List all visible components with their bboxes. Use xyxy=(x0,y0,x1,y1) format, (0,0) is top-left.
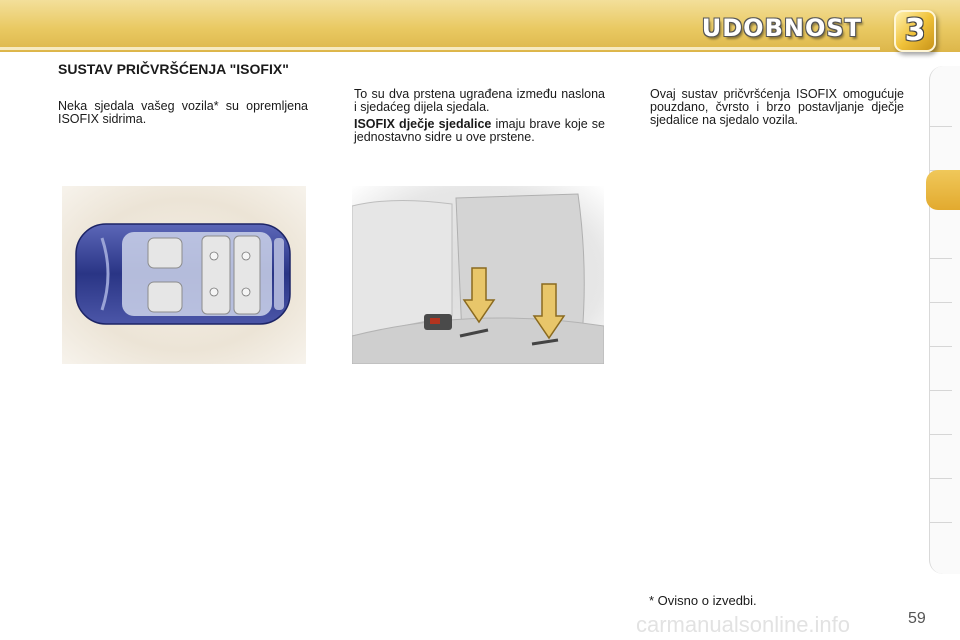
side-tab-divider xyxy=(930,258,952,259)
car-top-view-illustration xyxy=(62,186,306,364)
side-tab-divider xyxy=(930,390,952,391)
side-tab-divider xyxy=(930,302,952,303)
side-tab-divider xyxy=(930,434,952,435)
column2-paragraph-2 xyxy=(354,118,605,144)
seat-anchor-svg xyxy=(352,186,604,364)
page-header xyxy=(0,0,960,52)
column2-paragraph-1: To su dva prstena ugrađena između naslona i sjedaćeg dijela sjedala. xyxy=(354,87,605,114)
watermark-text: carmanualsonline.info xyxy=(636,612,851,637)
side-tab-divider xyxy=(930,522,952,523)
side-tab-divider xyxy=(930,346,952,347)
section-heading: SUSTAV PRIČVRŠĆENJA "ISOFIX" xyxy=(58,61,289,77)
column3-paragraph: Ovaj sustav pričvršćenja ISOFIX omogućuje pouzdano, čvrsto i brzo postavljanje dječje sjedalice na sjedalo vozila. xyxy=(650,87,904,127)
header-accent-line xyxy=(0,47,880,50)
side-tab-divider xyxy=(930,126,952,127)
car-top-view-svg xyxy=(62,186,306,364)
page-number: 59 xyxy=(908,610,926,627)
chapter-badge: 3 xyxy=(894,10,936,52)
side-tab-active-chapter[interactable] xyxy=(926,170,960,210)
side-tab-divider xyxy=(930,478,952,479)
column2-paragraph-2-rest: imaju brave koje se jednostavno sidre u ove prstene. xyxy=(354,117,605,144)
seat-anchor-illustration xyxy=(352,186,604,364)
side-chapter-tabs xyxy=(929,66,960,574)
footnote: * Ovisno o izvedbi. xyxy=(649,593,757,608)
intro-paragraph: Neka sjedala vašeg vozila* su opremljena ISOFIX sidrima. xyxy=(58,99,308,126)
isofix-seat-term: ISOFIX dječje sjedalice xyxy=(354,117,492,131)
chapter-title: UDOBNOST xyxy=(701,14,862,42)
